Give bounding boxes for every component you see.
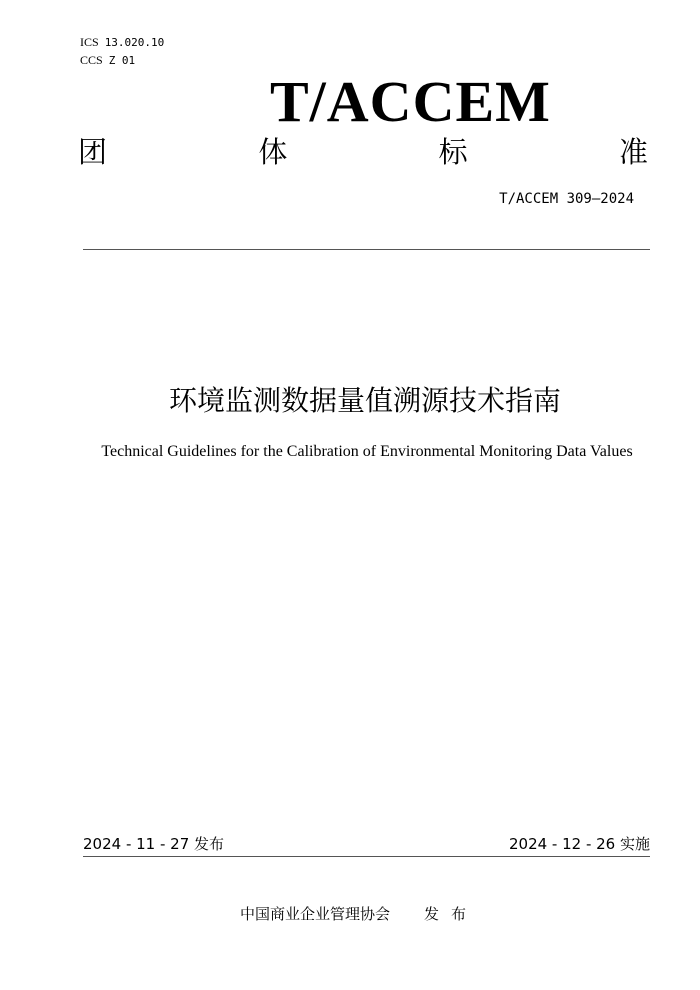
publish-action: 发布: [424, 905, 479, 923]
header-divider: [83, 249, 650, 250]
footer-divider: [83, 856, 650, 857]
publisher-name: 中国商业企业管理协会: [240, 905, 391, 923]
standard-type-char: 准: [618, 135, 648, 169]
ics-classification: [80, 35, 164, 50]
issue-date: 2024 - 11 - 27 发布: [83, 835, 225, 853]
standard-type-char: 体: [258, 135, 288, 169]
standard-number: T/ACCEM 309—2024: [499, 191, 634, 207]
ics-label: ICS: [80, 35, 99, 49]
standard-type-char: 团: [78, 135, 108, 169]
standard-type-char: 标: [438, 135, 468, 169]
standard-type: [78, 134, 648, 170]
document-title-chinese: 环境监测数据量值溯源技术指南: [168, 384, 561, 417]
organization-logo: T/ACCEM: [270, 69, 551, 134]
implementation-date: 2024 - 12 - 26 实施: [508, 835, 650, 853]
document-title-english: Technical Guidelines for the Calibration of Environmental Monitoring Data Values: [101, 443, 633, 460]
publisher-line: [240, 904, 478, 924]
ics-code: 13.020.10: [104, 36, 165, 49]
ccs-label: CCS: [80, 53, 103, 67]
ccs-code: Z 01: [108, 54, 136, 67]
ccs-classification: [80, 53, 135, 68]
